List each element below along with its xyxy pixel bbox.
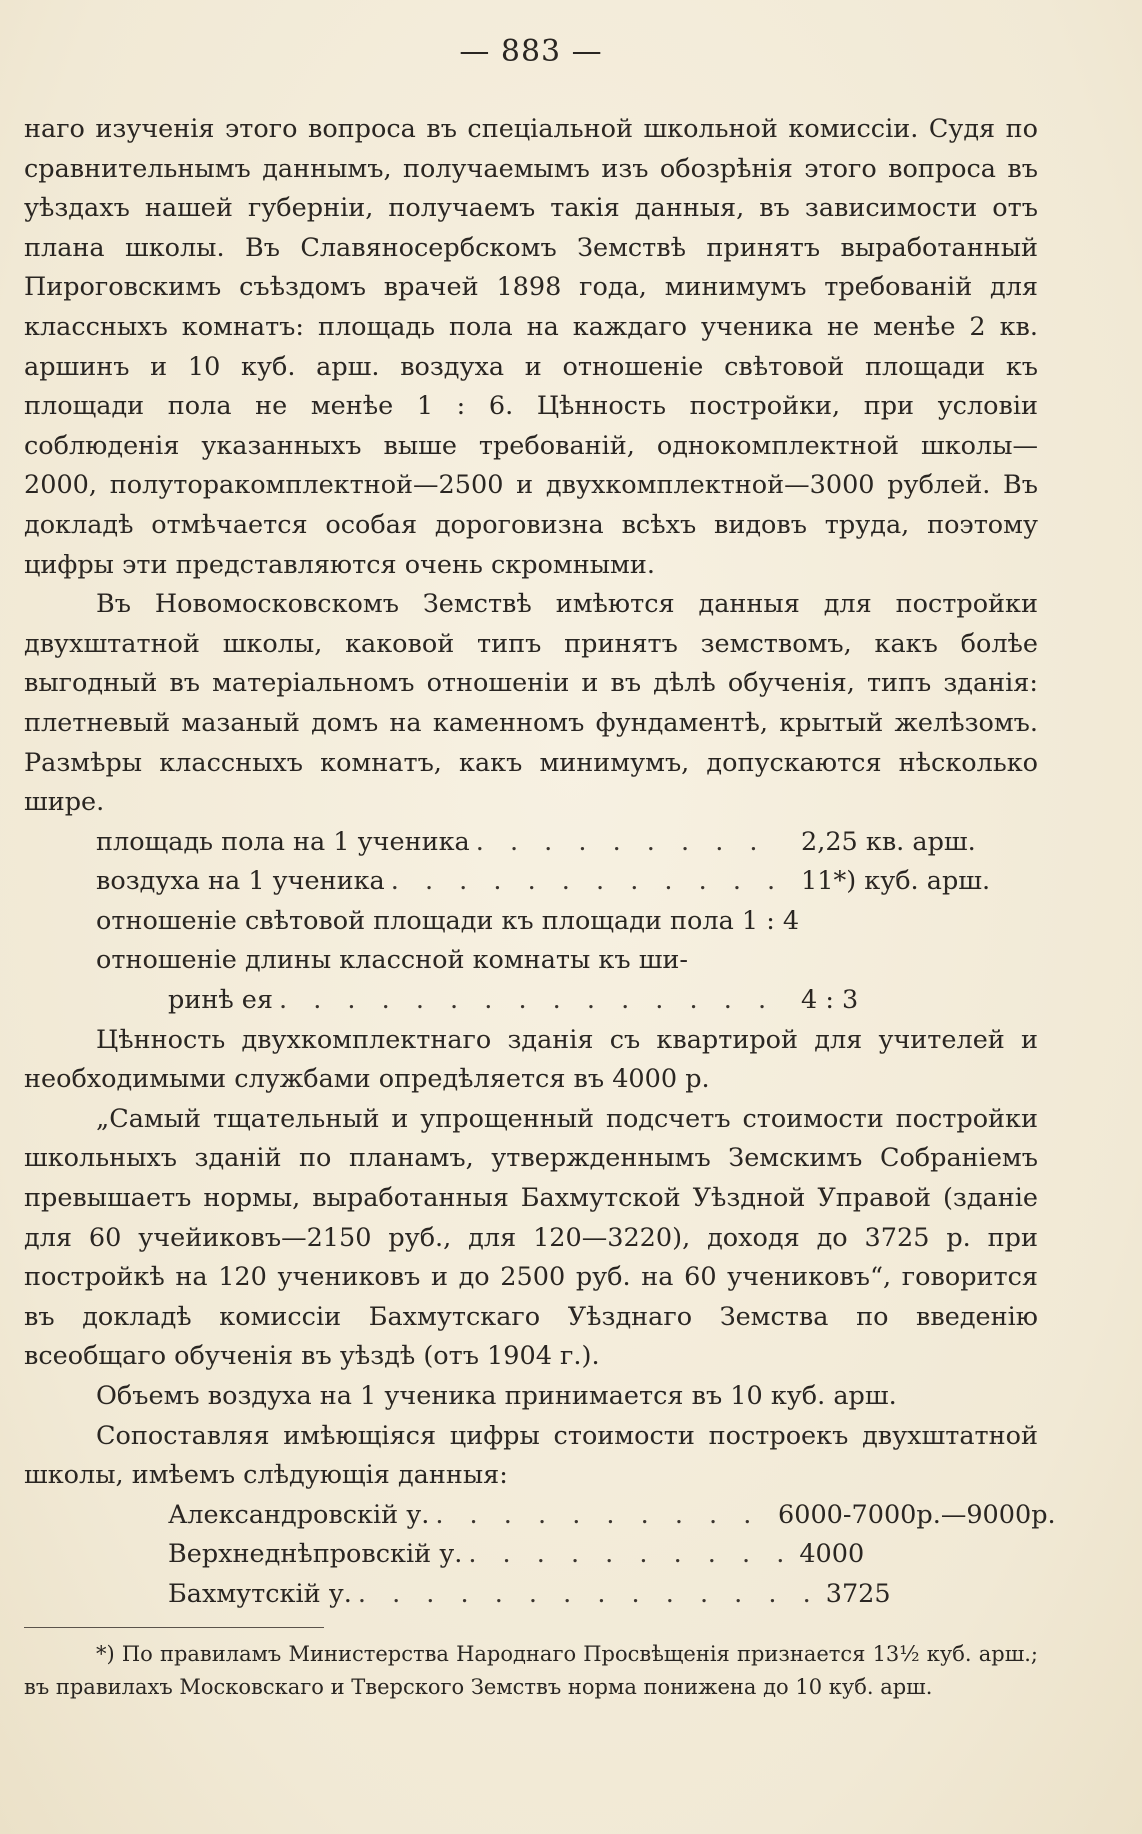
spec-row-length-ratio: отношеніе длины классной комнаты къ ши-: [96, 945, 689, 976]
district-cost: 4000: [799, 1539, 865, 1570]
paragraph-5: Объемъ воздуха на 1 ученика принимается въ 10 куб. арш.: [96, 1381, 897, 1411]
spec-label: ринѣ ея: [168, 985, 273, 1016]
district-cost-list: [24, 1496, 1068, 1615]
school-spec-list: [24, 823, 996, 1021]
footnote-divider: [24, 1627, 324, 1628]
leader-dots: . . . . . . . . . . . . . .: [357, 1578, 820, 1609]
leader-dots: . . . . . . . . . . . .: [390, 866, 785, 897]
spec-value: 2,25 кв. арш.: [801, 826, 976, 857]
spec-label: воздуха на 1 ученика: [96, 866, 385, 897]
footnote: [24, 1638, 1038, 1704]
spec-value: 4 : 3: [801, 985, 859, 1016]
district-row: [168, 1575, 1068, 1615]
leader-dots: . . . . . . . . .: [475, 826, 767, 857]
footnote-text: *) По правиламъ Министерства Народнаго Просвѣщенія признается 13½ куб. арш.; въ правилахъ Московскаго и Тверского Земствъ норма понижена до 10 куб. арш.: [24, 1641, 1038, 1699]
district-name: Бахмутскій у.: [168, 1578, 352, 1609]
district-cost: 6000-7000р.—9000р.: [778, 1499, 1056, 1530]
spec-row: [96, 823, 996, 863]
paragraph-2: Въ Новомосковскомъ Земствѣ имѣются данныя для постройки двухштатной школы, каковой типъ принятъ земствомъ, какъ болѣе выгодный въ матеріальномъ отношеніи и въ дѣлѣ обученія, типъ зданія: плетневый мазаный домъ на каменномъ фундаментѣ, крытый желѣзомъ. Размѣры классныхъ комнатъ, какъ минимумъ, допускаются нѣсколько шире.: [24, 589, 1038, 818]
body-text: [24, 110, 1056, 1615]
district-cost: 3725: [825, 1578, 891, 1609]
spec-value: 11*) куб. арш.: [801, 866, 991, 897]
leader-dots: . . . . . . . . . .: [468, 1539, 794, 1570]
spec-row-light-ratio: отношеніе свѣтовой площади къ площади пола 1 : 4: [96, 905, 800, 936]
paragraph-3: Цѣнность двухкомплектнаго зданія съ квартирой для учителей и необходимыми службами опредѣляется въ 4000 р.: [24, 1024, 1038, 1095]
district-row: [168, 1535, 1068, 1575]
spec-label: площадь пола на 1 ученика: [96, 826, 470, 857]
spec-row: [96, 862, 996, 902]
spec-row-continued: [96, 981, 996, 1021]
district-name: Верхнеднѣпровскій у.: [168, 1539, 463, 1570]
page-number: — 883 —: [459, 34, 603, 69]
leader-dots: . . . . . . . . . . . . . . .: [278, 985, 776, 1016]
paragraph-6: Сопоставляя имѣющіяся цифры стоимости построекъ двухштатной школы, имѣемъ слѣдующія данныя:: [24, 1420, 1038, 1491]
district-row: [168, 1496, 1068, 1536]
paragraph-1: наго изученія этого вопроса въ спеціальной школьной комиссіи. Судя по сравнительнымъ даннымъ, получаемымъ изъ обозрѣнія этого вопроса въ уѣздахъ нашей губерніи, получаемъ такія данныя, въ зависимости отъ плана школы. Въ Славяносербскомъ Земствѣ принятъ выработанный Пироговскимъ съѣздомъ врачей 1898 года, минимумъ требованій для классныхъ комнатъ: площадь пола на каждаго ученика не менѣе 2 кв. аршинъ и 10 куб. арш. воздуха и отношеніе свѣтовой площади къ площади пола не менѣе 1 : 6. Цѣнность постройки, при условіи соблюденія указанныхъ выше требованій, однокомплектной школы—2000, полуторакомплектной—2500 и двухкомплектной—3000 рублей. Въ докладѣ отмѣчается особая дороговизна всѣхъ видовъ труда, поэтому цифры эти представляются очень скромными.: [24, 114, 1038, 580]
leader-dots: . . . . . . . . . .: [435, 1499, 761, 1530]
district-name: Александровскій у.: [168, 1499, 430, 1530]
paragraph-4: „Самый тщательный и упрощенный подсчетъ стоимости постройки школьныхъ зданій по планамъ, утвержденнымъ Земскимъ Собраніемъ превышаетъ нормы, выработанныя Бахмутской Уѣздной Управой (зданіе для 60 учейиковъ—2150 руб., для 120—3220), доходя до 3725 р. при постройкѣ на 120 учениковъ и до 2500 руб. на 60 учениковъ“, говорится въ докладѣ комиссіи Бахмутскаго Уѣзднаго Земства по введенію всеобщаго обученія въ уѣздѣ (отъ 1904 г.).: [24, 1103, 1038, 1372]
